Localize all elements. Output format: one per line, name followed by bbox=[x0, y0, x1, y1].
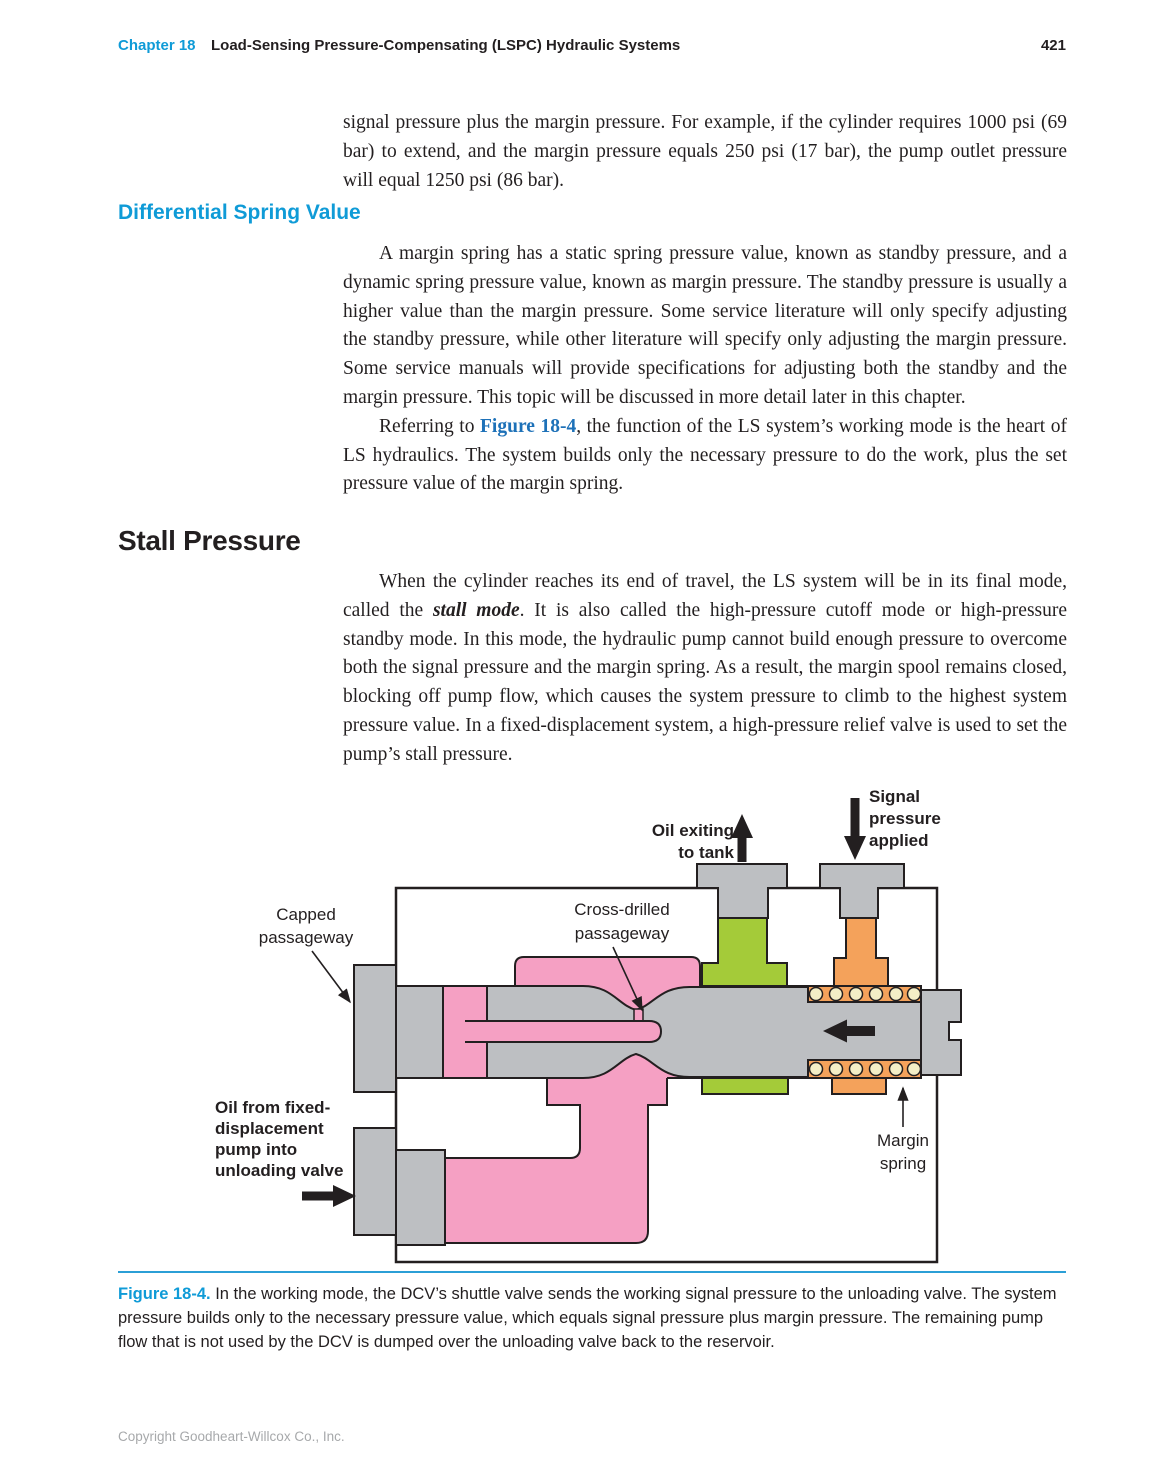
figure-18-4-unloading-valve-diagram bbox=[195, 780, 975, 1270]
label-oil-exiting-line1: Oil exiting bbox=[651, 821, 734, 840]
copyright-footer: Copyright Goodheart-Willcox Co., Inc. bbox=[118, 1429, 345, 1444]
figure-18-4-crossref-link[interactable]: Figure 18-4 bbox=[480, 415, 577, 437]
intro-paragraph bbox=[343, 109, 1067, 195]
paragraph-text: , the function of the LS system’s working mode is the heart of LS hydraulics. The system builds only the necessary pressure to do the work, plus the set pressure value of the margin spring. bbox=[343, 415, 1067, 495]
figure-caption bbox=[118, 1282, 1068, 1354]
figure-caption-text: In the working mode, the DCV’s shuttle valve sends the working signal pressure to the unloading valve. The system pressure builds only to the necessary pressure value, which equals signal pressure plus margin pressure. The remaining pump flow that is not used by the DCV is dumped over the unloading valve back to the reservoir. bbox=[118, 1285, 1057, 1351]
running-head-title: Load-Sensing Pressure-Compensating (LSPC) Hydraulic Systems bbox=[211, 37, 681, 54]
spring-adjusting-plug bbox=[921, 990, 961, 1075]
paragraph-text: A margin spring has a static spring pressure value, known as standby pressure, and a dynamic spring pressure value, known as margin pressure. The standby pressure is usually a higher value than the margin pressure. Some service literature will only specify adjusting the standby pressure, while other literature will specify only adjusting the margin pressure. Some service manuals will provide specifications for adjusting both the standby and the margin pressure. This topic will be discussed in more detail later in this chapter. bbox=[343, 243, 1067, 408]
page-number: 421 bbox=[1040, 37, 1066, 54]
label-margin-spring-line1: Margin bbox=[877, 1131, 929, 1150]
label-capped-line2: passageway bbox=[258, 928, 354, 947]
section-heading-stall-pressure: Stall Pressure bbox=[118, 525, 301, 556]
pump-flow-right-arrow-icon bbox=[302, 1185, 356, 1207]
paragraph-text: Referring to bbox=[379, 415, 481, 437]
paragraph-text: When the cylinder reaches its end of travel, the LS system will be in its final mode, called the bbox=[343, 571, 1067, 621]
label-pump-line4: unloading valve bbox=[215, 1161, 344, 1180]
capped-passageway-leader-arrow-icon bbox=[312, 951, 350, 1002]
section-heading-differential-spring-value: Differential Spring Value bbox=[118, 201, 361, 224]
paragraph-with-figure-reference bbox=[343, 413, 1067, 499]
oil-to-tank-up-arrow-icon bbox=[731, 814, 753, 862]
label-cross-drilled-line2: passageway bbox=[574, 924, 670, 943]
signal-pressure-down-arrow-icon bbox=[844, 798, 866, 860]
label-signal-line3: applied bbox=[869, 831, 929, 850]
label-pump-line1: Oil from fixed- bbox=[215, 1098, 331, 1117]
label-pump-line3: pump into bbox=[215, 1140, 298, 1159]
label-signal-line2: pressure bbox=[869, 809, 941, 828]
stall-section-body bbox=[343, 568, 1067, 770]
chapter-label: Chapter 18 bbox=[118, 37, 196, 54]
label-margin-spring-line2: spring bbox=[879, 1154, 927, 1173]
label-signal-line1: Signal bbox=[869, 787, 921, 806]
label-cross-drilled-line1: Cross-drilled bbox=[574, 900, 670, 919]
label-pump-line2: displacement bbox=[215, 1119, 324, 1138]
spool-internal-bore bbox=[465, 1021, 661, 1042]
figure-caption-label: Figure 18-4. bbox=[118, 1285, 211, 1303]
paragraph-text: . It is also called the high-pressure cutoff mode or high-pressure standby mode. In this mode, the hydraulic pump cannot build enough pressure to overcome both the signal pressure and the margin spring. As a result, the margin spool remains closed, blocking off pump flow, which causes the system pressure to climb to the highest system pressure value. In a fixed-displacement system, a high-pressure relief valve is used to set the pump’s stall pressure. bbox=[343, 599, 1068, 765]
upper-oil-cavity bbox=[515, 957, 700, 986]
differential-section-body bbox=[343, 240, 1067, 499]
caption-divider-rule bbox=[118, 1271, 1066, 1273]
paragraph-with-emphasis bbox=[343, 568, 1067, 770]
label-capped-line1: Capped bbox=[276, 905, 336, 924]
stall-mode-emphasis: stall mode bbox=[432, 599, 520, 621]
paragraph-text: signal pressure plus the margin pressure. For example, if the cylinder requires 1000 psi (69 bar) to extend, and the margin pressure equals 250 psi (17 bar), the pump outlet pressure will equal 1250 psi (86 bar). bbox=[343, 112, 1067, 191]
label-oil-exiting-line2: to tank bbox=[678, 843, 734, 862]
